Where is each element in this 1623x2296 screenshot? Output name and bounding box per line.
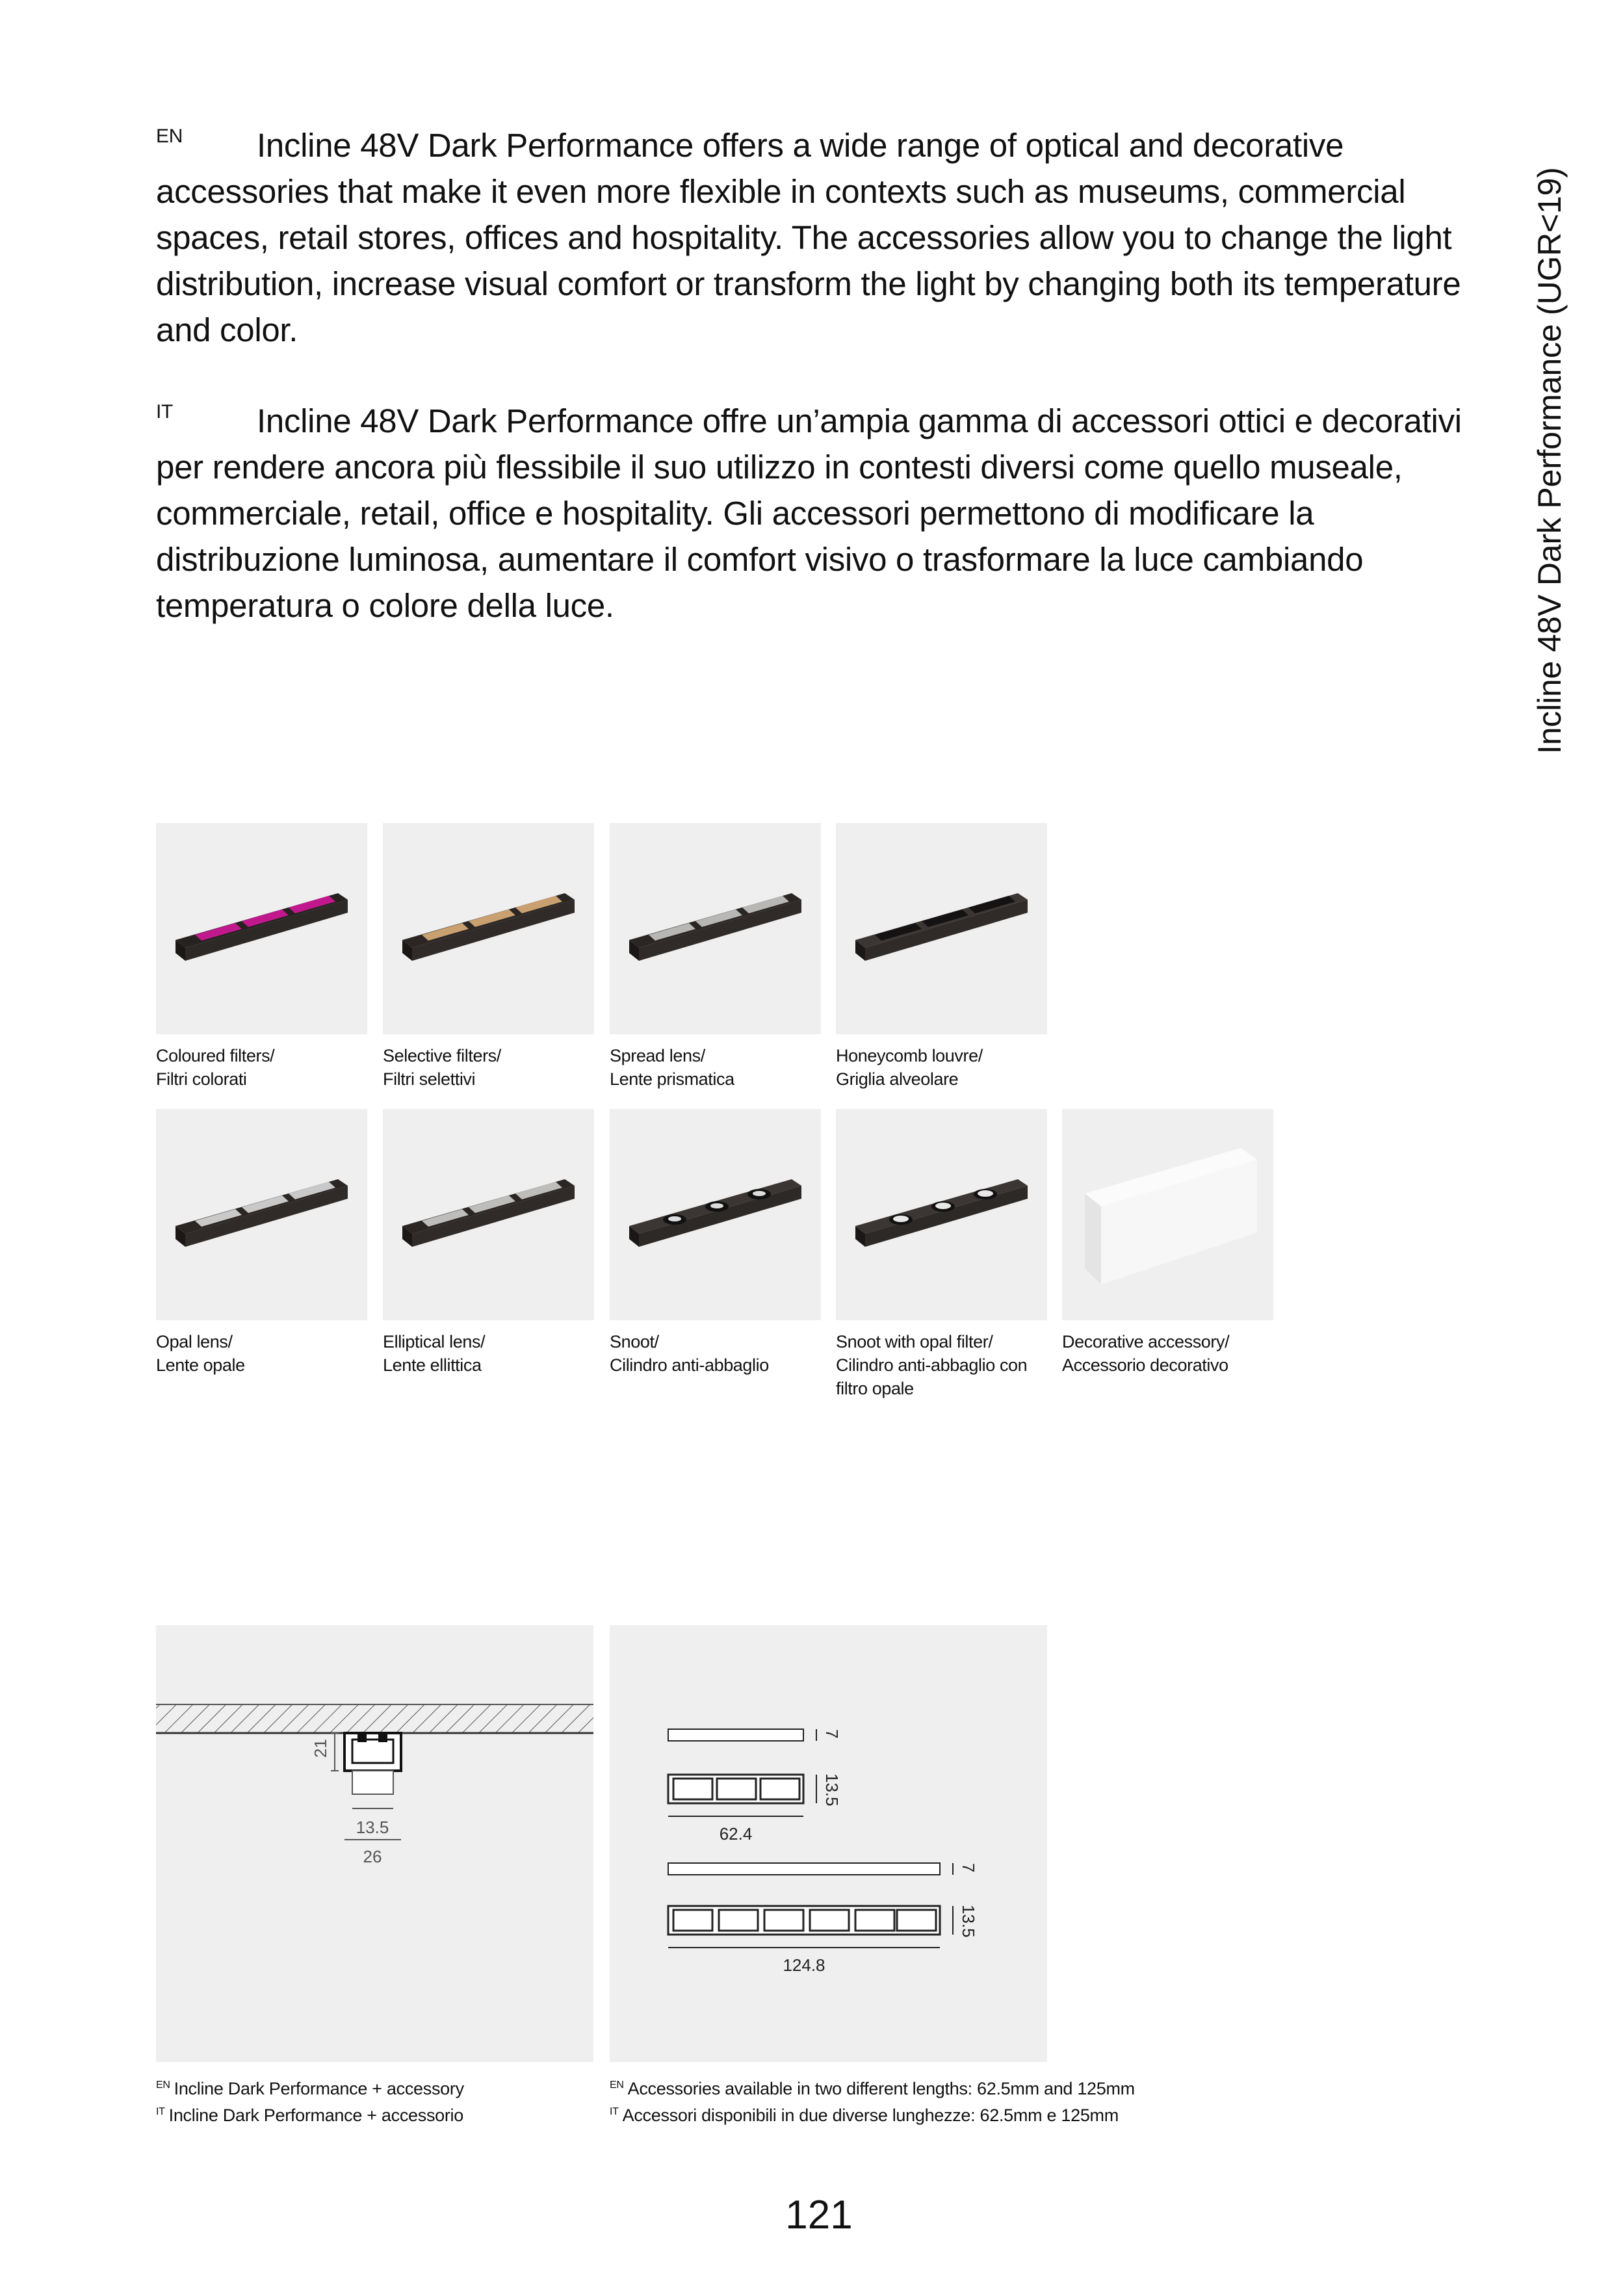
lang-tag-it: IT [156, 401, 174, 423]
section-height-label: 21 [311, 1739, 330, 1758]
long-thickness-label: 7 [959, 1863, 978, 1873]
thumb-opal-lens [156, 1109, 367, 1320]
lengths-drawing [610, 1625, 1047, 2062]
note-right-en-tag: EN [610, 2080, 624, 2091]
caption-honeycomb-louvre: Honeycomb louvre/ Griglia alveolare [836, 1046, 983, 1089]
intro-en [156, 122, 1495, 353]
thumb-decorative-accessory [1062, 1109, 1273, 1320]
caption-opal-lens: Opal lens/ Lente opale [156, 1332, 245, 1375]
note-left-it-tag: IT [156, 2106, 165, 2117]
thumb-selective-filters [383, 823, 594, 1034]
note-right-en: Accessories available in two different lengths: 62.5mm and 125mm [627, 2079, 1135, 2098]
note-left-it: Incline Dark Performance + accessorio [168, 2106, 463, 2125]
thumb-spread-lens [610, 823, 821, 1034]
thumb-elliptical-lens [383, 1109, 594, 1320]
thumb-snoot [610, 1109, 821, 1320]
thumb-coloured-filters [156, 823, 367, 1034]
note-right [610, 2074, 1135, 2127]
side-title: Incline 48V Dark Performance (UGR<19) [1531, 167, 1568, 754]
intro-en-text: Incline 48V Dark Performance offers a wide range of optical and decorative accessories that make it even more flexible in contexts such as museums, commercial spaces, retail stores, offices and hospitality. The accessories allow you to change the light distribution, increase visual comfort or transform the light by changing both its temperature and color. [156, 127, 1461, 348]
thumb-honeycomb-louvre [836, 823, 1047, 1034]
caption-spread-lens: Spread lens/ Lente prismatica [610, 1046, 734, 1089]
long-length-label: 124.8 [783, 1955, 825, 1975]
section-drawing [156, 1625, 593, 2062]
intro-it [156, 398, 1495, 629]
section-outer-width-label: 26 [363, 1847, 382, 1866]
page-number: 121 [785, 2193, 853, 2237]
note-right-it-tag: IT [610, 2106, 619, 2117]
caption-decorative-accessory: Decorative accessory/ Accessorio decorativo [1062, 1332, 1230, 1375]
short-height-label: 13.5 [822, 1773, 842, 1807]
caption-elliptical-lens: Elliptical lens/ Lente ellittica [383, 1332, 486, 1375]
section-inner-width-label: 13.5 [356, 1818, 389, 1837]
caption-coloured-filters: Coloured filters/ Filtri colorati [156, 1046, 275, 1089]
note-left-en: Incline Dark Performance + accessory [174, 2079, 464, 2098]
thumb-snoot-opal-filter [836, 1109, 1047, 1320]
intro-it-text: Incline 48V Dark Performance offre un’ampia gamma di accessori ottici e decorativi per rendere ancora più flessibile il suo utilizzo in contesti diversi come quello museale, commerciale, retail, office e hospitality. Gli accessori permettono di modificare la distribuzione luminosa, aumentare il comfort visivo o trasformare la luce cambiando temperatura o colore della luce. [156, 402, 1462, 624]
short-thickness-label: 7 [822, 1729, 842, 1739]
note-left-en-tag: EN [156, 2080, 170, 2091]
caption-snoot: Snoot/ Cilindro anti-abbaglio [610, 1332, 769, 1375]
caption-snoot-opal-filter: Snoot with opal filter/ Cilindro anti-abbaglio con filtro opale [836, 1332, 1028, 1398]
caption-selective-filters: Selective filters/ Filtri selettivi [383, 1046, 501, 1089]
long-height-label: 13.5 [959, 1905, 978, 1938]
lang-tag-en: EN [156, 125, 183, 147]
short-length-label: 62.4 [719, 1824, 753, 1844]
note-right-it: Accessori disponibili in due diverse lunghezze: 62.5mm e 125mm [622, 2106, 1119, 2125]
note-left [156, 2074, 464, 2127]
